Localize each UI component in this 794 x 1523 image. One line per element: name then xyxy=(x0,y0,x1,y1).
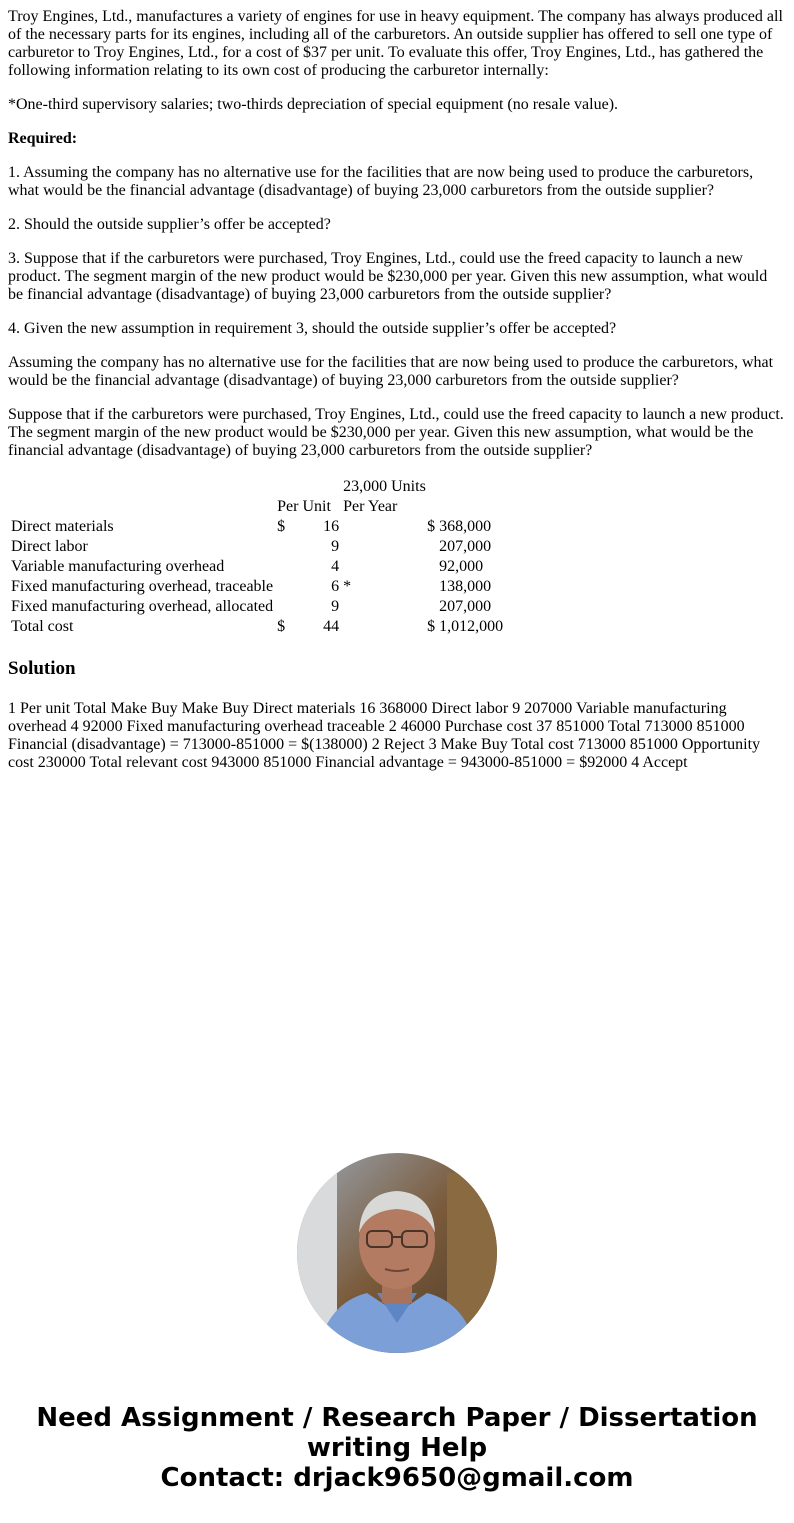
dollar-sign xyxy=(276,598,320,616)
row-label: Direct labor xyxy=(11,538,88,555)
per-year-value: 92,000 xyxy=(439,558,484,575)
per-year-value: 1,012,000 xyxy=(439,618,504,635)
question-4: 4. Given the new assumption in requirement 3, should the outside supplier’s offer be accepted? xyxy=(8,320,617,337)
per-year-value: 207,000 xyxy=(439,538,492,555)
row-label: Variable manufacturing overhead xyxy=(11,558,225,575)
per-year-value: 207,000 xyxy=(439,598,492,615)
dollar-sign: $ xyxy=(277,518,286,535)
question-2: 2. Should the outside supplier’s offer be accepted? xyxy=(8,216,331,233)
footnote-marker xyxy=(342,518,424,536)
per-unit-value: 9 xyxy=(331,598,340,615)
per-year-value: 368,000 xyxy=(439,518,492,535)
row-label: Fixed manufacturing overhead, traceable xyxy=(11,578,274,595)
question-3: 3. Suppose that if the carburetors were purchased, Troy Engines, Ltd., could use the freed capacity to launch a new product. The segment margin of the new product would be $230,000 per year. Given this new assumption, what would be financial advantage (disadvantage) of buying 23,000 carburetors from the outside supplier? xyxy=(8,250,768,303)
table-row xyxy=(10,578,510,596)
dollar-sign xyxy=(426,578,436,596)
footnote-marker xyxy=(342,598,424,616)
table-row xyxy=(10,558,510,576)
dollar-sign xyxy=(426,558,436,576)
per-unit-value: 4 xyxy=(331,558,340,575)
avatar-photo xyxy=(297,1153,497,1353)
solution-heading: Solution xyxy=(8,658,76,679)
dollar-sign xyxy=(276,538,320,556)
per-unit-value: 6 xyxy=(331,578,340,595)
dollar-sign: $ xyxy=(277,618,286,635)
problem-intro: Troy Engines, Ltd., manufactures a variety of engines for use in heavy equipment. The company has always produced all of the necessary parts for its engines, including all of the carburetors. An outside supplier has offered to sell one type of carburetor to Troy Engines, Ltd., for a cost of $37 per unit. To evaluate this offer, Troy Engines, Ltd., has gathered the following information relating to its own cost of producing the carburetor internally: xyxy=(8,8,783,79)
document-body xyxy=(8,8,786,788)
contact-line-1: Need Assignment / Research Paper / Dissertation xyxy=(36,1403,758,1433)
cost-table-header-row-1 xyxy=(10,478,510,496)
dollar-sign xyxy=(426,538,436,556)
cost-table xyxy=(8,476,512,638)
header-per-unit: Per Unit xyxy=(277,498,331,515)
dollar-sign: $ xyxy=(427,518,436,535)
table-row xyxy=(10,538,510,556)
author-avatar xyxy=(297,1153,497,1353)
dollar-sign xyxy=(276,558,320,576)
table-row xyxy=(10,518,510,536)
row-label: Fixed manufacturing overhead, allocated xyxy=(11,598,274,615)
row-label: Direct materials xyxy=(11,518,114,535)
footnote-marker xyxy=(342,618,424,636)
contact-banner xyxy=(0,1403,794,1493)
footnote-marker: * xyxy=(343,578,352,595)
header-per-year: Per Year xyxy=(343,498,398,515)
question-1: 1. Assuming the company has no alternative use for the facilities that are now being used to produce the carburetors, what would be the financial advantage (disadvantage) of buying 23,000 carburetors from the outside supplier? xyxy=(8,164,754,199)
dollar-sign xyxy=(426,598,436,616)
per-unit-value: 16 xyxy=(323,518,340,535)
footnote-marker xyxy=(342,538,424,556)
per-unit-value: 9 xyxy=(331,538,340,555)
contact-line-3: Contact: drjack9650@gmail.com xyxy=(160,1463,634,1493)
header-units: 23,000 Units xyxy=(343,478,426,495)
per-unit-value: 44 xyxy=(323,618,340,635)
table-row xyxy=(10,598,510,616)
dollar-sign: $ xyxy=(427,618,436,635)
question-repeat-1: Assuming the company has no alternative use for the facilities that are now being used to produce the carburetors, what would be the financial advantage (disadvantage) of buying 23,000 carburetors from the outside supplier? xyxy=(8,354,774,389)
footnote-marker xyxy=(342,558,424,576)
question-repeat-2: Suppose that if the carburetors were purchased, Troy Engines, Ltd., could use the freed capacity to launch a new product. The segment margin of the new product would be $230,000 per year. Given this new assumption, what would be the financial advantage (disadvantage) of buying 23,000 carburetors from the outside supplier? xyxy=(8,406,784,459)
required-heading: Required: xyxy=(8,130,78,147)
dollar-sign xyxy=(276,578,320,596)
per-year-value: 138,000 xyxy=(439,578,492,595)
solution-body: 1 Per unit Total Make Buy Make Buy Direct materials 16 368000 Direct labor 9 207000 Variable manufacturing overhead 4 92000 Fixed manufacturing overhead traceable 2 46000 Purchase cost 37 851000 Total 713000 851000 Financial (disadvantage) = 713000-851000 = $(138000) 2 Reject 3 Make Buy Total cost 713000 851000 Opportunity cost 230000 Total relevant cost 943000 851000 Financial advantage = 943000-851000 = $92000 4 Accept xyxy=(8,700,761,771)
contact-line-2: writing Help xyxy=(306,1433,488,1463)
cost-table-header-row-2 xyxy=(10,498,510,516)
problem-footnote: *One-third supervisory salaries; two-thirds depreciation of special equipment (no resale value). xyxy=(8,96,619,113)
table-row xyxy=(10,618,510,636)
row-label: Total cost xyxy=(11,618,74,635)
